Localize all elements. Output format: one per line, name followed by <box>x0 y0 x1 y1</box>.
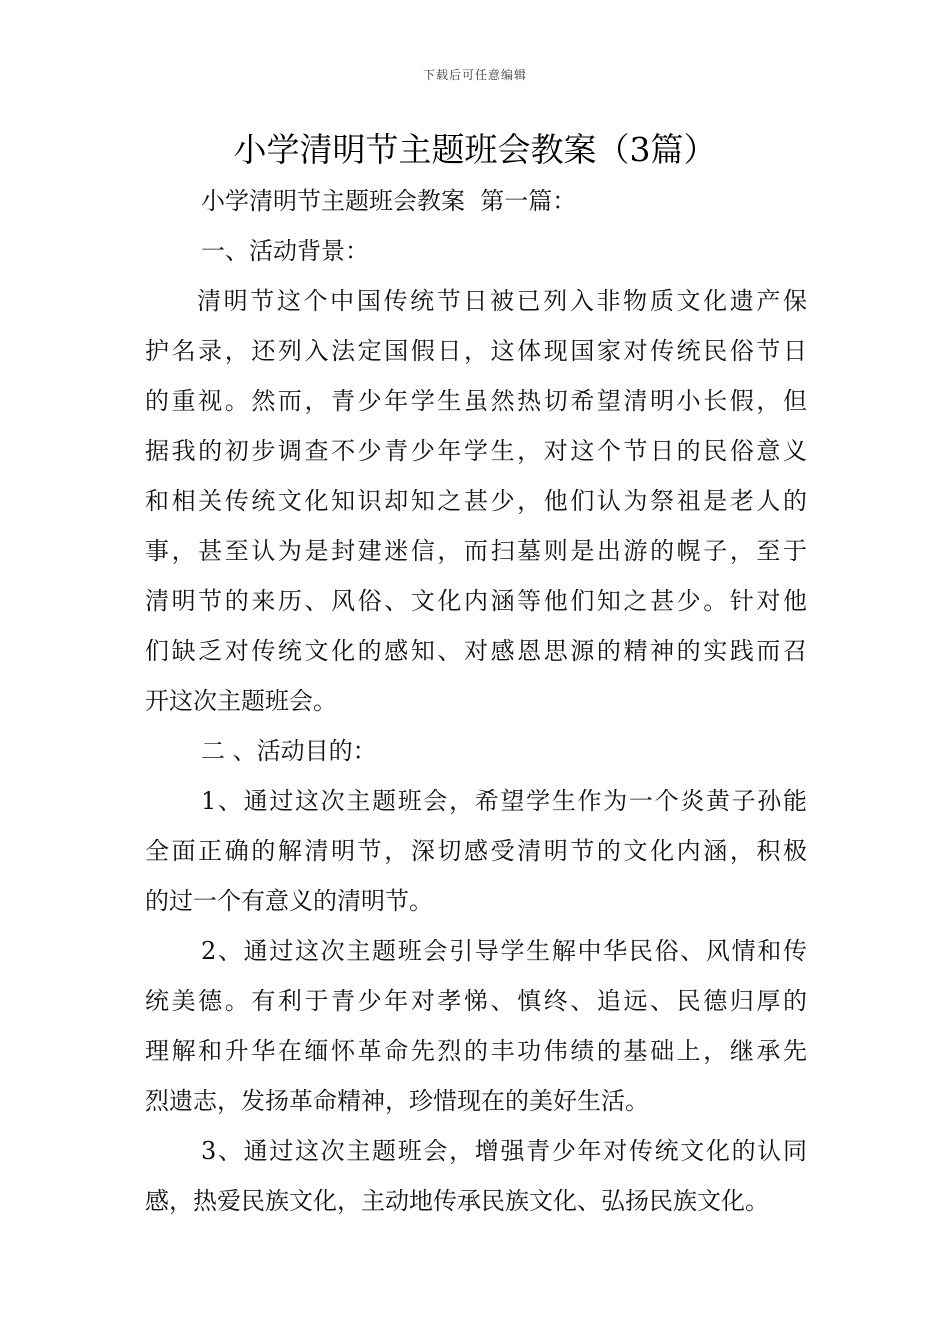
paragraph-line: 们缺乏对传统文化的感知、对感恩思源的精神的实践而召 <box>145 637 807 665</box>
paragraph-line: 清明节这个中国传统节日被已列入非物质文化遗产保 <box>197 287 807 315</box>
paragraph-line: 据我的初步调查不少青少年学生，对这个节日的民俗意义 <box>145 437 807 465</box>
paragraph-line: 2、通过这次主题班会引导学生解中华民俗、风情和传 <box>201 937 807 965</box>
paragraph-line: 护名录，还列入法定国假日，这体现国家对传统民俗节日 <box>145 337 807 365</box>
paragraph-line: 烈遗志，发扬革命精神，珍惜现在的美好生活。 <box>145 1087 649 1115</box>
paragraph-line: 全面正确的解清明节，深切感受清明节的文化内涵，积极 <box>145 837 807 865</box>
document-body <box>145 176 807 1226</box>
paragraph-line: 的过一个有意义的清明节。 <box>145 887 433 915</box>
goal-3-paragraph <box>145 1126 807 1226</box>
document-title: 小学清明节主题班会教案（3篇） <box>233 130 717 169</box>
paragraph-line: 统美德。有利于青少年对孝悌、慎终、追远、民德归厚的 <box>145 987 807 1015</box>
paragraph-line: 开这次主题班会。 <box>145 687 337 715</box>
paragraph-line: 和相关传统文化知识却知之甚少，他们认为祭祖是老人的 <box>145 487 807 515</box>
paragraph-line: 事，甚至认为是封建迷信，而扫墓则是出游的幌子，至于 <box>145 537 807 565</box>
goal-1-paragraph <box>145 776 807 926</box>
paragraph-line: 1、通过这次主题班会，希望学生作为一个炎黄子孙能 <box>201 787 807 815</box>
paragraph-line: 清明节的来历、风俗、文化内涵等他们知之甚少。针对他 <box>145 587 807 615</box>
goal-2-paragraph <box>145 926 807 1126</box>
section-heading: 小学清明节主题班会教案 第一篇： <box>201 187 577 215</box>
paragraph-line: 理解和升华在缅怀革命先烈的丰功伟绩的基础上，继承先 <box>145 1037 807 1065</box>
paragraph-line: 感，热爱民族文化，主动地传承民族文化、弘扬民族文化。 <box>145 1187 769 1215</box>
header-note: 下载后可任意编辑 <box>422 68 527 82</box>
goals-heading: 二 、活动目的： <box>201 737 377 765</box>
background-paragraph <box>145 276 807 726</box>
paragraph-line: 的重视。然而，青少年学生虽然热切希望清明小长假，但 <box>145 387 807 415</box>
background-heading: 一、活动背景： <box>201 237 369 265</box>
paragraph-line: 3、通过这次主题班会，增强青少年对传统文化的认同 <box>201 1137 807 1165</box>
